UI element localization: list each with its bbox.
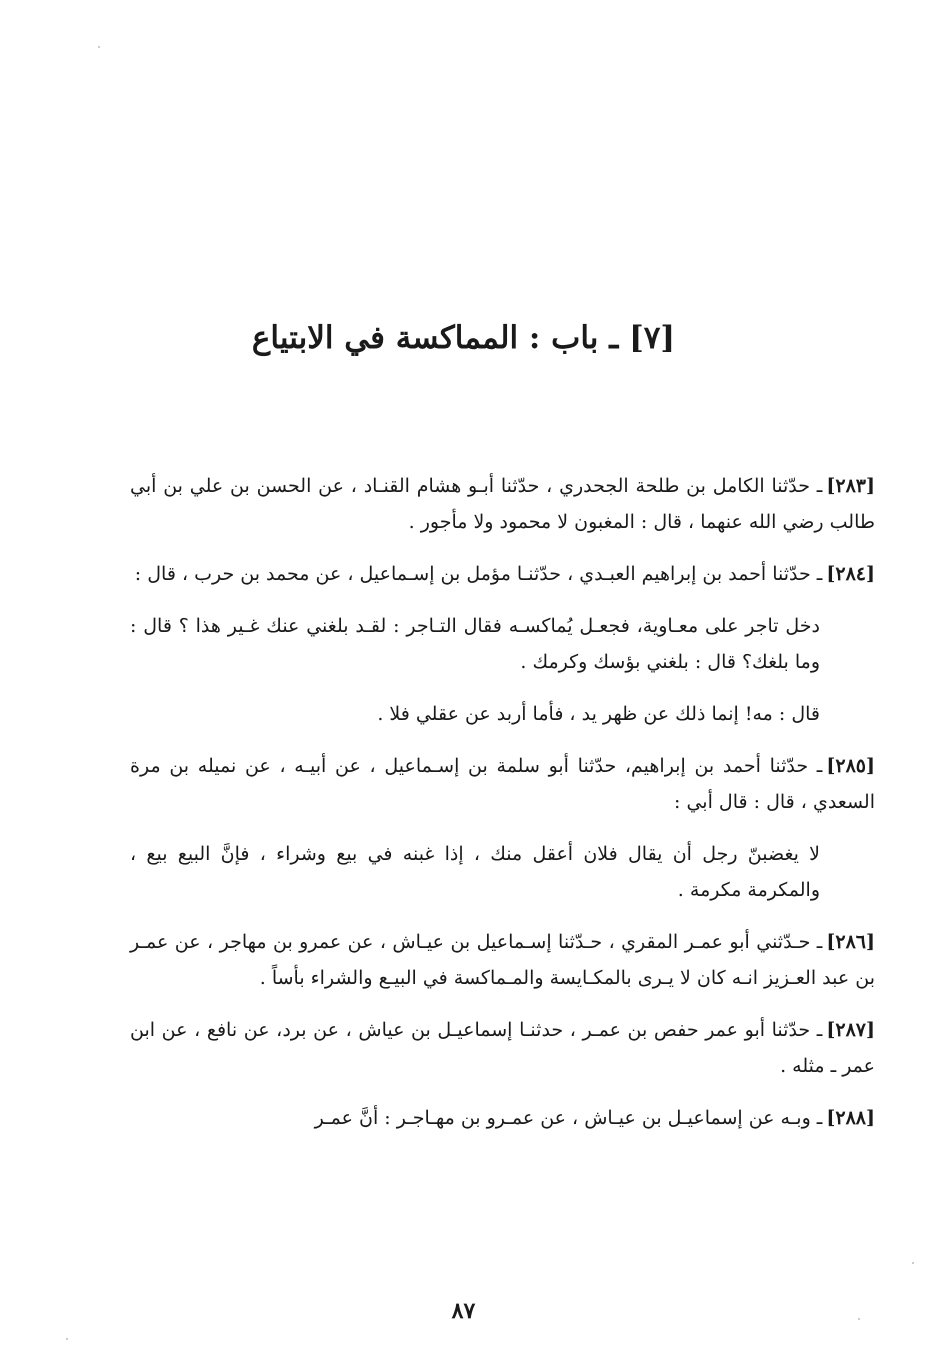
hadith-number: [٢٨٣]: [826, 475, 875, 497]
hadith-text: ـ حدّثنا أبو عمر حفص بن عمـر ، حدثنـا إسماعيـل بن عياش ، عن برد، عن نافع ، عن ابن عمر ـ مثله .: [130, 1019, 875, 1077]
chapter-title: [٧] ـ باب : المماكسة في الابتياع: [251, 320, 676, 356]
hadith-number: [٢٨٥]: [826, 755, 875, 777]
hadith-285: [130, 748, 875, 820]
hadith-287: [130, 1012, 875, 1084]
narration-paragraph: قال : مه! إنما ذلك عن ظهر يد ، فأما أربد عن عقلي فلا .: [377, 703, 820, 725]
hadith-text: ـ حـدّثني أبو عمـر المقري ، حـدّثنا إسـماعيل بن عيـاش ، عن عمرو بن مهاجر ، عن عمـر بن عبد العـزيز انـه كان لا يـرى بالمكـايسة والمـماكسة في البيـع والشراء بأساً .: [130, 931, 875, 989]
hadith-text: ـ وبـه عن إسماعيـل بن عيـاش ، عن عمـرو بن مهـاجـر : أنَّ عمـر: [314, 1107, 823, 1129]
scan-speck: [66, 1338, 68, 1340]
scan-speck: [858, 1318, 860, 1320]
hadith-number: [٢٨٧]: [826, 1019, 875, 1041]
hadith-text: ـ حدّثنا أحمد بن إبراهيم العبـدي ، حدّثنـا مؤمل بن إسـماعيل ، عن محمد بن حرب ، قال :: [134, 563, 823, 585]
page-body: [130, 468, 875, 1152]
hadith-number: [٢٨٤]: [826, 563, 875, 585]
hadith-text: ـ حدّثنا الكامل بن طلحة الجحدري ، حدّثنا أبـو هشام القنـاد ، عن الحسن بن علي بن أبي طالب رضي الله عنهما ، قال : المغبون لا محمود ولا مأجور .: [130, 475, 875, 533]
hadith-text: ـ حدّثنا أحمد بن إبراهيم، حدّثنا أبو سلمة بن إسـماعيل ، عن أبيـه ، عن نميله بن مرة السعدي ، قال : قال أبي :: [130, 755, 875, 813]
page-number: ٨٧: [451, 1298, 476, 1324]
hadith-286: [130, 924, 875, 996]
hadith-288: [130, 1100, 875, 1136]
hadith-283: [130, 468, 875, 540]
hadith-284: [130, 556, 875, 592]
scan-speck: [912, 1262, 914, 1264]
hadith-number: [٢٨٨]: [826, 1107, 875, 1129]
narration-paragraph: دخل تاجر على معـاوية، فجعـل يُماكسـه فقال التـاجر : لقـد بلغني عنك غـير هذا ؟ قال : وما بلغك؟ قال : بلغني بؤسك وكرمك .: [130, 615, 820, 673]
hadith-number: [٢٨٦]: [826, 931, 875, 953]
narration-paragraph: لا يغضبنّ رجل أن يقال فلان أعقل منك ، إذا غبنه في بيع وشراء ، فإنَّ البيع بيع ، والمكرمة مكرمة .: [130, 843, 820, 901]
scan-speck: [98, 46, 100, 48]
